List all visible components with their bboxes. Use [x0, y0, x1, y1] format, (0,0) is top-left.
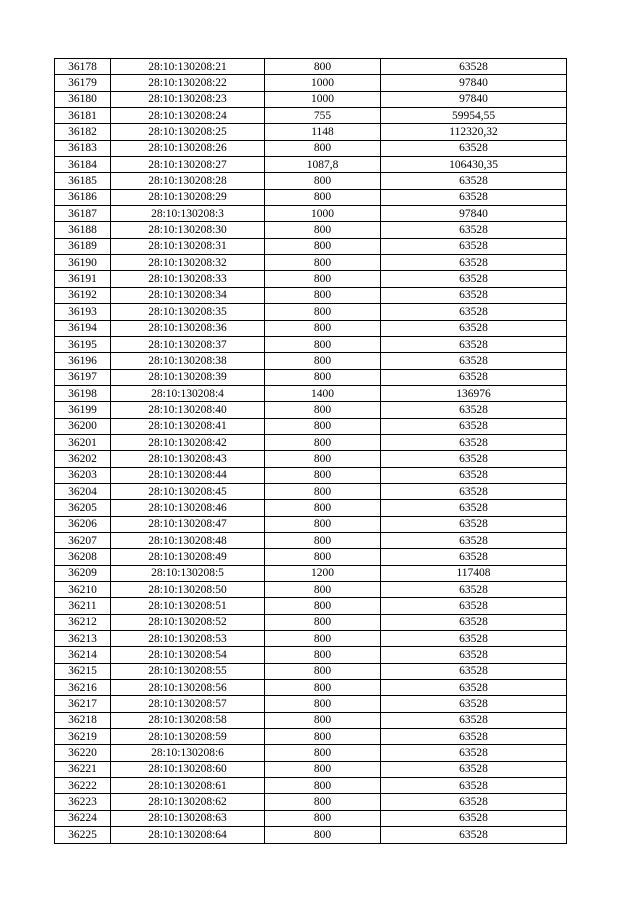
row-number-cell: 36199 [55, 402, 111, 418]
cadastral-number-cell: 28:10:130208:6 [111, 745, 265, 761]
table-row [55, 91, 567, 107]
cadastral-number-cell: 28:10:130208:59 [111, 729, 265, 745]
cadastral-number-cell: 28:10:130208:35 [111, 304, 265, 320]
area-cell: 800 [265, 434, 381, 450]
row-number-cell: 36221 [55, 761, 111, 777]
cadastral-number-cell: 28:10:130208:33 [111, 271, 265, 287]
area-cell: 800 [265, 320, 381, 336]
area-cell: 800 [265, 745, 381, 761]
cadastral-number-cell: 28:10:130208:54 [111, 647, 265, 663]
row-number-cell: 36209 [55, 565, 111, 581]
cadastral-number-cell: 28:10:130208:57 [111, 696, 265, 712]
row-number-cell: 36197 [55, 369, 111, 385]
area-cell: 800 [265, 532, 381, 548]
cadastral-number-cell: 28:10:130208:31 [111, 238, 265, 254]
table-row [55, 810, 567, 826]
value-cell: 63528 [381, 353, 567, 369]
cadastral-number-cell: 28:10:130208:28 [111, 173, 265, 189]
area-cell: 800 [265, 287, 381, 303]
area-cell: 800 [265, 271, 381, 287]
cadastral-number-cell: 28:10:130208:40 [111, 402, 265, 418]
table-row [55, 320, 567, 336]
cadastral-number-cell: 28:10:130208:64 [111, 827, 265, 843]
value-cell: 63528 [381, 532, 567, 548]
row-number-cell: 36220 [55, 745, 111, 761]
row-number-cell: 36225 [55, 827, 111, 843]
cadastral-number-cell: 28:10:130208:52 [111, 614, 265, 630]
cadastral-number-cell: 28:10:130208:29 [111, 189, 265, 205]
cadastral-number-cell: 28:10:130208:39 [111, 369, 265, 385]
value-cell: 63528 [381, 320, 567, 336]
area-cell: 800 [265, 549, 381, 565]
area-cell: 800 [265, 238, 381, 254]
table-row [55, 140, 567, 156]
area-cell: 1000 [265, 206, 381, 222]
cadastral-number-cell: 28:10:130208:58 [111, 712, 265, 728]
table-row [55, 631, 567, 647]
row-number-cell: 36193 [55, 304, 111, 320]
cadastral-number-cell: 28:10:130208:4 [111, 385, 265, 401]
cadastral-number-cell: 28:10:130208:43 [111, 451, 265, 467]
cadastral-number-cell: 28:10:130208:53 [111, 631, 265, 647]
value-cell: 63528 [381, 59, 567, 75]
area-cell: 800 [265, 500, 381, 516]
row-number-cell: 36204 [55, 483, 111, 499]
table-row [55, 173, 567, 189]
table-row [55, 598, 567, 614]
table-row [55, 680, 567, 696]
table-row [55, 271, 567, 287]
value-cell: 63528 [381, 778, 567, 794]
row-number-cell: 36201 [55, 434, 111, 450]
value-cell: 63528 [381, 680, 567, 696]
value-cell: 63528 [381, 810, 567, 826]
area-cell: 800 [265, 418, 381, 434]
row-number-cell: 36189 [55, 238, 111, 254]
area-cell: 1000 [265, 75, 381, 91]
value-cell: 136976 [381, 385, 567, 401]
value-cell: 63528 [381, 483, 567, 499]
area-cell: 800 [265, 712, 381, 728]
table-row [55, 794, 567, 810]
table-row [55, 157, 567, 173]
value-cell: 63528 [381, 663, 567, 679]
row-number-cell: 36188 [55, 222, 111, 238]
cadastral-number-cell: 28:10:130208:38 [111, 353, 265, 369]
area-cell: 755 [265, 108, 381, 124]
row-number-cell: 36211 [55, 598, 111, 614]
cadastral-number-cell: 28:10:130208:44 [111, 467, 265, 483]
table-row [55, 124, 567, 140]
table-row [55, 827, 567, 843]
table-row [55, 532, 567, 548]
cadastral-number-cell: 28:10:130208:51 [111, 598, 265, 614]
cadastral-number-cell: 28:10:130208:30 [111, 222, 265, 238]
area-cell: 800 [265, 696, 381, 712]
area-cell: 800 [265, 761, 381, 777]
value-cell: 112320,32 [381, 124, 567, 140]
table-row [55, 696, 567, 712]
row-number-cell: 36196 [55, 353, 111, 369]
row-number-cell: 36207 [55, 532, 111, 548]
area-cell: 800 [265, 582, 381, 598]
area-cell: 800 [265, 614, 381, 630]
row-number-cell: 36212 [55, 614, 111, 630]
area-cell: 800 [265, 729, 381, 745]
area-cell: 800 [265, 353, 381, 369]
table-row [55, 108, 567, 124]
area-cell: 800 [265, 810, 381, 826]
table-row [55, 516, 567, 532]
cadastral-number-cell: 28:10:130208:62 [111, 794, 265, 810]
row-number-cell: 36192 [55, 287, 111, 303]
row-number-cell: 36191 [55, 271, 111, 287]
row-number-cell: 36181 [55, 108, 111, 124]
row-number-cell: 36190 [55, 255, 111, 271]
cadastral-number-cell: 28:10:130208:46 [111, 500, 265, 516]
table-row [55, 287, 567, 303]
value-cell: 97840 [381, 75, 567, 91]
value-cell: 63528 [381, 614, 567, 630]
table-row [55, 434, 567, 450]
table-row [55, 729, 567, 745]
area-cell: 800 [265, 680, 381, 696]
row-number-cell: 36180 [55, 91, 111, 107]
cadastral-number-cell: 28:10:130208:48 [111, 532, 265, 548]
table-row [55, 353, 567, 369]
area-cell: 800 [265, 59, 381, 75]
value-cell: 63528 [381, 222, 567, 238]
row-number-cell: 36186 [55, 189, 111, 205]
value-cell: 117408 [381, 565, 567, 581]
row-number-cell: 36179 [55, 75, 111, 91]
row-number-cell: 36183 [55, 140, 111, 156]
area-cell: 800 [265, 336, 381, 352]
area-cell: 800 [265, 189, 381, 205]
table-row [55, 565, 567, 581]
cadastral-number-cell: 28:10:130208:24 [111, 108, 265, 124]
value-cell: 63528 [381, 827, 567, 843]
row-number-cell: 36218 [55, 712, 111, 728]
cadastral-number-cell: 28:10:130208:55 [111, 663, 265, 679]
table-row [55, 336, 567, 352]
cadastral-number-cell: 28:10:130208:60 [111, 761, 265, 777]
value-cell: 97840 [381, 91, 567, 107]
area-cell: 800 [265, 451, 381, 467]
row-number-cell: 36210 [55, 582, 111, 598]
table-row [55, 582, 567, 598]
table-row [55, 402, 567, 418]
row-number-cell: 36205 [55, 500, 111, 516]
area-cell: 1200 [265, 565, 381, 581]
row-number-cell: 36215 [55, 663, 111, 679]
row-number-cell: 36194 [55, 320, 111, 336]
table-row [55, 500, 567, 516]
area-cell: 800 [265, 483, 381, 499]
row-number-cell: 36224 [55, 810, 111, 826]
area-cell: 800 [265, 516, 381, 532]
value-cell: 63528 [381, 500, 567, 516]
value-cell: 63528 [381, 598, 567, 614]
table-row [55, 745, 567, 761]
value-cell: 63528 [381, 434, 567, 450]
row-number-cell: 36187 [55, 206, 111, 222]
value-cell: 63528 [381, 402, 567, 418]
value-cell: 63528 [381, 467, 567, 483]
area-cell: 800 [265, 402, 381, 418]
cadastral-number-cell: 28:10:130208:47 [111, 516, 265, 532]
row-number-cell: 36208 [55, 549, 111, 565]
table-row [55, 238, 567, 254]
value-cell: 63528 [381, 140, 567, 156]
value-cell: 97840 [381, 206, 567, 222]
table-row [55, 549, 567, 565]
cadastral-number-cell: 28:10:130208:23 [111, 91, 265, 107]
value-cell: 63528 [381, 761, 567, 777]
row-number-cell: 36184 [55, 157, 111, 173]
row-number-cell: 36206 [55, 516, 111, 532]
cadastral-number-cell: 28:10:130208:41 [111, 418, 265, 434]
area-cell: 800 [265, 663, 381, 679]
table-row [55, 647, 567, 663]
value-cell: 63528 [381, 729, 567, 745]
area-cell: 800 [265, 140, 381, 156]
value-cell: 63528 [381, 189, 567, 205]
row-number-cell: 36216 [55, 680, 111, 696]
row-number-cell: 36222 [55, 778, 111, 794]
area-cell: 1148 [265, 124, 381, 140]
value-cell: 63528 [381, 271, 567, 287]
cadastral-number-cell: 28:10:130208:37 [111, 336, 265, 352]
area-cell: 800 [265, 369, 381, 385]
value-cell: 63528 [381, 173, 567, 189]
cadastral-number-cell: 28:10:130208:27 [111, 157, 265, 173]
table-row [55, 222, 567, 238]
cadastral-number-cell: 28:10:130208:25 [111, 124, 265, 140]
table-body [55, 59, 567, 844]
table-row [55, 189, 567, 205]
area-cell: 800 [265, 222, 381, 238]
row-number-cell: 36200 [55, 418, 111, 434]
table-row [55, 483, 567, 499]
table-row [55, 451, 567, 467]
table-row [55, 614, 567, 630]
area-cell: 800 [265, 827, 381, 843]
row-number-cell: 36182 [55, 124, 111, 140]
row-number-cell: 36195 [55, 336, 111, 352]
area-cell: 1087,8 [265, 157, 381, 173]
value-cell: 63528 [381, 336, 567, 352]
cadastral-number-cell: 28:10:130208:3 [111, 206, 265, 222]
area-cell: 800 [265, 794, 381, 810]
table-row [55, 663, 567, 679]
table-row [55, 369, 567, 385]
cadastral-number-cell: 28:10:130208:22 [111, 75, 265, 91]
cadastral-number-cell: 28:10:130208:42 [111, 434, 265, 450]
table-row [55, 385, 567, 401]
cadastral-number-cell: 28:10:130208:21 [111, 59, 265, 75]
value-cell: 63528 [381, 582, 567, 598]
area-cell: 800 [265, 467, 381, 483]
row-number-cell: 36178 [55, 59, 111, 75]
area-cell: 800 [265, 631, 381, 647]
table-row [55, 712, 567, 728]
row-number-cell: 36223 [55, 794, 111, 810]
table-row [55, 59, 567, 75]
row-number-cell: 36219 [55, 729, 111, 745]
table-row [55, 255, 567, 271]
table-row [55, 418, 567, 434]
value-cell: 63528 [381, 712, 567, 728]
table-row [55, 778, 567, 794]
table-row [55, 761, 567, 777]
row-number-cell: 36214 [55, 647, 111, 663]
area-cell: 800 [265, 173, 381, 189]
row-number-cell: 36198 [55, 385, 111, 401]
area-cell: 800 [265, 778, 381, 794]
value-cell: 63528 [381, 549, 567, 565]
cadastral-number-cell: 28:10:130208:34 [111, 287, 265, 303]
cadastral-number-cell: 28:10:130208:45 [111, 483, 265, 499]
value-cell: 63528 [381, 631, 567, 647]
cadastral-number-cell: 28:10:130208:61 [111, 778, 265, 794]
value-cell: 63528 [381, 418, 567, 434]
value-cell: 63528 [381, 451, 567, 467]
row-number-cell: 36213 [55, 631, 111, 647]
area-cell: 800 [265, 598, 381, 614]
area-cell: 800 [265, 304, 381, 320]
cadastral-number-cell: 28:10:130208:26 [111, 140, 265, 156]
cadastral-number-cell: 28:10:130208:36 [111, 320, 265, 336]
value-cell: 63528 [381, 794, 567, 810]
cadastral-number-cell: 28:10:130208:5 [111, 565, 265, 581]
value-cell: 63528 [381, 696, 567, 712]
area-cell: 800 [265, 255, 381, 271]
cadastral-number-cell: 28:10:130208:49 [111, 549, 265, 565]
row-number-cell: 36202 [55, 451, 111, 467]
cadastral-number-cell: 28:10:130208:63 [111, 810, 265, 826]
area-cell: 800 [265, 647, 381, 663]
cadastral-number-cell: 28:10:130208:56 [111, 680, 265, 696]
table-row [55, 75, 567, 91]
row-number-cell: 36203 [55, 467, 111, 483]
row-number-cell: 36185 [55, 173, 111, 189]
value-cell: 63528 [381, 238, 567, 254]
value-cell: 63528 [381, 369, 567, 385]
row-number-cell: 36217 [55, 696, 111, 712]
value-cell: 63528 [381, 255, 567, 271]
value-cell: 59954,55 [381, 108, 567, 124]
value-cell: 63528 [381, 745, 567, 761]
area-cell: 1400 [265, 385, 381, 401]
data-table [54, 58, 567, 844]
cadastral-number-cell: 28:10:130208:32 [111, 255, 265, 271]
table-row [55, 467, 567, 483]
value-cell: 63528 [381, 516, 567, 532]
value-cell: 63528 [381, 647, 567, 663]
area-cell: 1000 [265, 91, 381, 107]
value-cell: 63528 [381, 304, 567, 320]
value-cell: 63528 [381, 287, 567, 303]
table-row [55, 304, 567, 320]
table-row [55, 206, 567, 222]
cadastral-number-cell: 28:10:130208:50 [111, 582, 265, 598]
value-cell: 106430,35 [381, 157, 567, 173]
